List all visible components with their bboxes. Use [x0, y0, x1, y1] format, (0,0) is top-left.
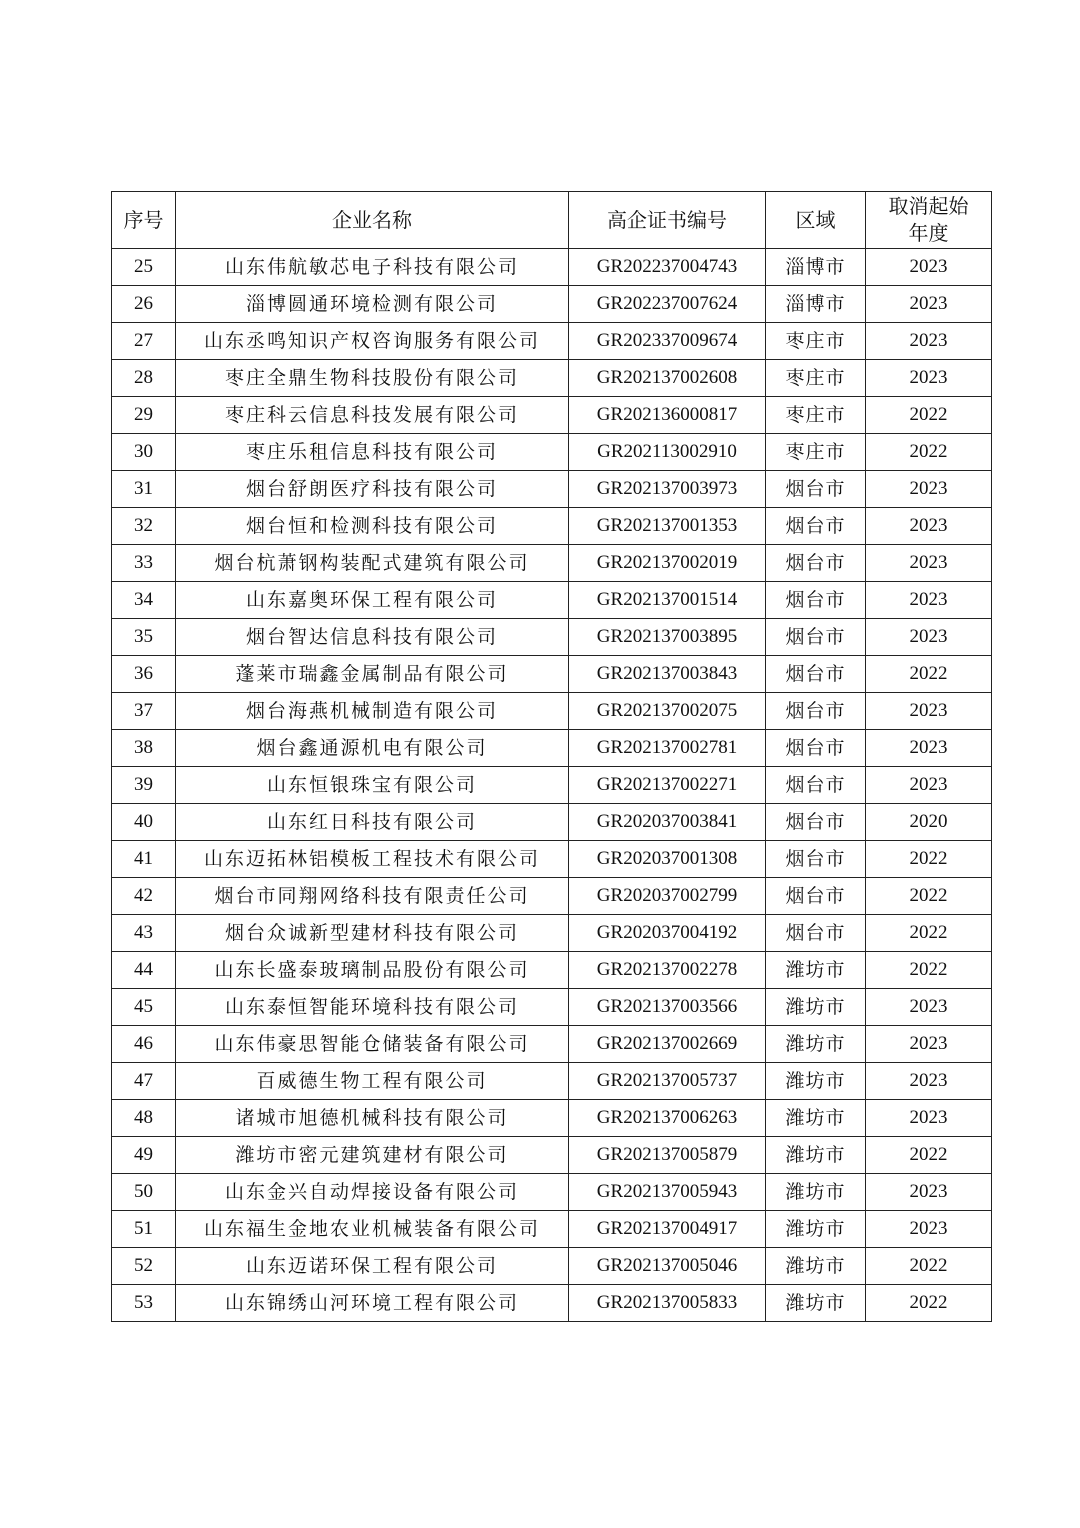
certificate-number: GR202137004917 — [569, 1211, 766, 1248]
company-name: 山东嘉奥环保工程有限公司 — [176, 582, 569, 619]
cancel-start-year: 2023 — [866, 1063, 992, 1100]
certificate-number: GR202137001353 — [569, 508, 766, 545]
table-row — [112, 582, 992, 619]
row-index: 26 — [112, 286, 176, 323]
region: 潍坊市 — [766, 1026, 866, 1063]
row-index: 25 — [112, 249, 176, 286]
region: 潍坊市 — [766, 1137, 866, 1174]
region: 潍坊市 — [766, 1174, 866, 1211]
cancel-start-year: 2020 — [866, 804, 992, 841]
region: 烟台市 — [766, 841, 866, 878]
table-row — [112, 1248, 992, 1285]
table-row — [112, 693, 992, 730]
certificate-number: GR202137002075 — [569, 693, 766, 730]
table-row — [112, 249, 992, 286]
row-index: 39 — [112, 767, 176, 804]
cancel-start-year: 2023 — [866, 286, 992, 323]
region: 烟台市 — [766, 582, 866, 619]
cancel-start-year: 2023 — [866, 1026, 992, 1063]
cancel-start-year: 2023 — [866, 1211, 992, 1248]
row-index: 28 — [112, 360, 176, 397]
cancel-start-year: 2022 — [866, 1285, 992, 1322]
table-row — [112, 508, 992, 545]
company-name: 烟台鑫通源机电有限公司 — [176, 730, 569, 767]
table-row — [112, 397, 992, 434]
company-name: 山东伟豪思智能仓储装备有限公司 — [176, 1026, 569, 1063]
row-index: 40 — [112, 804, 176, 841]
certificate-number: GR202137005879 — [569, 1137, 766, 1174]
certificate-number: GR202137002019 — [569, 545, 766, 582]
region: 烟台市 — [766, 915, 866, 952]
table-row — [112, 286, 992, 323]
certificate-number: GR202137002278 — [569, 952, 766, 989]
table-row — [112, 323, 992, 360]
region: 潍坊市 — [766, 1285, 866, 1322]
region: 潍坊市 — [766, 1248, 866, 1285]
row-index: 50 — [112, 1174, 176, 1211]
table-row — [112, 841, 992, 878]
certificate-number: GR202137005943 — [569, 1174, 766, 1211]
region: 烟台市 — [766, 693, 866, 730]
row-index: 41 — [112, 841, 176, 878]
cancel-start-year: 2023 — [866, 619, 992, 656]
cancel-start-year: 2022 — [866, 434, 992, 471]
cancel-start-year: 2022 — [866, 1248, 992, 1285]
certificate-number: GR202113002910 — [569, 434, 766, 471]
certificate-number: GR202137006263 — [569, 1100, 766, 1137]
company-name: 山东福生金地农业机械装备有限公司 — [176, 1211, 569, 1248]
row-index: 53 — [112, 1285, 176, 1322]
certificate-number: GR202137003843 — [569, 656, 766, 693]
header-region: 区域 — [766, 192, 866, 249]
cancel-start-year: 2022 — [866, 878, 992, 915]
certificate-number: GR202137003566 — [569, 989, 766, 1026]
table-row — [112, 915, 992, 952]
table-row — [112, 434, 992, 471]
cancel-start-year: 2022 — [866, 397, 992, 434]
cancel-start-year: 2023 — [866, 989, 992, 1026]
row-index: 52 — [112, 1248, 176, 1285]
cancel-start-year: 2023 — [866, 1100, 992, 1137]
cancel-start-year: 2023 — [866, 471, 992, 508]
region: 潍坊市 — [766, 1063, 866, 1100]
table-row — [112, 1285, 992, 1322]
cancel-start-year: 2023 — [866, 545, 992, 582]
cancel-start-year: 2023 — [866, 249, 992, 286]
certificate-number: GR202137005737 — [569, 1063, 766, 1100]
row-index: 27 — [112, 323, 176, 360]
certificate-number: GR202237007624 — [569, 286, 766, 323]
certificate-number: GR202137002271 — [569, 767, 766, 804]
row-index: 51 — [112, 1211, 176, 1248]
certificate-number: GR202037003841 — [569, 804, 766, 841]
company-name: 山东泰恒智能环境科技有限公司 — [176, 989, 569, 1026]
row-index: 34 — [112, 582, 176, 619]
region: 潍坊市 — [766, 952, 866, 989]
region: 烟台市 — [766, 730, 866, 767]
certificate-number: GR202136000817 — [569, 397, 766, 434]
header-certificate-number: 高企证书编号 — [569, 192, 766, 249]
cancel-start-year: 2023 — [866, 693, 992, 730]
row-index: 44 — [112, 952, 176, 989]
row-index: 32 — [112, 508, 176, 545]
row-index: 29 — [112, 397, 176, 434]
company-name: 淄博圆通环境检测有限公司 — [176, 286, 569, 323]
certificate-number: GR202137002781 — [569, 730, 766, 767]
region: 淄博市 — [766, 249, 866, 286]
row-index: 37 — [112, 693, 176, 730]
region: 烟台市 — [766, 767, 866, 804]
certificate-number: GR202037004192 — [569, 915, 766, 952]
company-name: 山东迈诺环保工程有限公司 — [176, 1248, 569, 1285]
row-index: 33 — [112, 545, 176, 582]
table-row — [112, 656, 992, 693]
certificate-number: GR202137003973 — [569, 471, 766, 508]
table-row — [112, 767, 992, 804]
table-row — [112, 804, 992, 841]
row-index: 30 — [112, 434, 176, 471]
company-name: 山东锦绣山河环境工程有限公司 — [176, 1285, 569, 1322]
region: 烟台市 — [766, 619, 866, 656]
cancelled-enterprises-table — [111, 191, 992, 1322]
company-name: 山东长盛泰玻璃制品股份有限公司 — [176, 952, 569, 989]
cancel-start-year: 2022 — [866, 841, 992, 878]
region: 烟台市 — [766, 545, 866, 582]
row-index: 46 — [112, 1026, 176, 1063]
region: 烟台市 — [766, 804, 866, 841]
certificate-number: GR202237004743 — [569, 249, 766, 286]
company-name: 山东丞鸣知识产权咨询服务有限公司 — [176, 323, 569, 360]
table-row — [112, 952, 992, 989]
company-name: 烟台众诚新型建材科技有限公司 — [176, 915, 569, 952]
certificate-number: GR202137005046 — [569, 1248, 766, 1285]
cancel-start-year: 2023 — [866, 1174, 992, 1211]
header-cancel-start-year: 取消起始年度 — [866, 192, 992, 249]
region: 潍坊市 — [766, 1100, 866, 1137]
region: 烟台市 — [766, 471, 866, 508]
company-name: 山东红日科技有限公司 — [176, 804, 569, 841]
cancel-start-year: 2022 — [866, 1137, 992, 1174]
certificate-number: GR202137001514 — [569, 582, 766, 619]
row-index: 38 — [112, 730, 176, 767]
cancel-start-year: 2023 — [866, 767, 992, 804]
row-index: 36 — [112, 656, 176, 693]
table-row — [112, 1026, 992, 1063]
row-index: 42 — [112, 878, 176, 915]
certificate-number: GR202337009674 — [569, 323, 766, 360]
region: 烟台市 — [766, 508, 866, 545]
cancel-start-year: 2022 — [866, 656, 992, 693]
region: 枣庄市 — [766, 434, 866, 471]
company-name: 百威德生物工程有限公司 — [176, 1063, 569, 1100]
region: 潍坊市 — [766, 989, 866, 1026]
table-row — [112, 989, 992, 1026]
region: 枣庄市 — [766, 397, 866, 434]
table-row — [112, 730, 992, 767]
certificate-number: GR202137005833 — [569, 1285, 766, 1322]
row-index: 35 — [112, 619, 176, 656]
table-row — [112, 360, 992, 397]
header-company-name: 企业名称 — [176, 192, 569, 249]
certificate-number: GR202037001308 — [569, 841, 766, 878]
company-name: 烟台舒朗医疗科技有限公司 — [176, 471, 569, 508]
row-index: 31 — [112, 471, 176, 508]
company-name: 烟台恒和检测科技有限公司 — [176, 508, 569, 545]
region: 淄博市 — [766, 286, 866, 323]
cancel-start-year: 2023 — [866, 508, 992, 545]
certificate-number: GR202137002669 — [569, 1026, 766, 1063]
region: 烟台市 — [766, 878, 866, 915]
table-row — [112, 1063, 992, 1100]
table-header-row — [112, 192, 992, 249]
cancel-start-year: 2022 — [866, 952, 992, 989]
table-body — [112, 249, 992, 1322]
table-row — [112, 1137, 992, 1174]
company-name: 山东伟航敏芯电子科技有限公司 — [176, 249, 569, 286]
certificate-number: GR202137002608 — [569, 360, 766, 397]
certificate-number: GR202037002799 — [569, 878, 766, 915]
region: 枣庄市 — [766, 323, 866, 360]
row-index: 48 — [112, 1100, 176, 1137]
company-name: 诸城市旭德机械科技有限公司 — [176, 1100, 569, 1137]
cancel-start-year: 2023 — [866, 730, 992, 767]
company-name: 烟台市同翔网络科技有限责任公司 — [176, 878, 569, 915]
table-row — [112, 1211, 992, 1248]
company-name: 蓬莱市瑞鑫金属制品有限公司 — [176, 656, 569, 693]
row-index: 45 — [112, 989, 176, 1026]
table-row — [112, 619, 992, 656]
table-row — [112, 545, 992, 582]
table-row — [112, 878, 992, 915]
company-name: 枣庄全鼎生物科技股份有限公司 — [176, 360, 569, 397]
company-name: 山东恒银珠宝有限公司 — [176, 767, 569, 804]
company-name: 枣庄科云信息科技发展有限公司 — [176, 397, 569, 434]
table-row — [112, 1100, 992, 1137]
company-name: 枣庄乐租信息科技有限公司 — [176, 434, 569, 471]
cancel-start-year: 2023 — [866, 582, 992, 619]
cancel-start-year: 2023 — [866, 360, 992, 397]
cancel-start-year: 2022 — [866, 915, 992, 952]
row-index: 49 — [112, 1137, 176, 1174]
company-name: 烟台海燕机械制造有限公司 — [176, 693, 569, 730]
cancel-start-year: 2023 — [866, 323, 992, 360]
company-name: 烟台杭萧钢构装配式建筑有限公司 — [176, 545, 569, 582]
table-row — [112, 471, 992, 508]
region: 烟台市 — [766, 656, 866, 693]
header-index: 序号 — [112, 192, 176, 249]
region: 潍坊市 — [766, 1211, 866, 1248]
company-name: 山东金兴自动焊接设备有限公司 — [176, 1174, 569, 1211]
company-name: 潍坊市密元建筑建材有限公司 — [176, 1137, 569, 1174]
table-row — [112, 1174, 992, 1211]
region: 枣庄市 — [766, 360, 866, 397]
company-name: 烟台智达信息科技有限公司 — [176, 619, 569, 656]
certificate-number: GR202137003895 — [569, 619, 766, 656]
row-index: 47 — [112, 1063, 176, 1100]
row-index: 43 — [112, 915, 176, 952]
company-name: 山东迈拓林铝模板工程技术有限公司 — [176, 841, 569, 878]
